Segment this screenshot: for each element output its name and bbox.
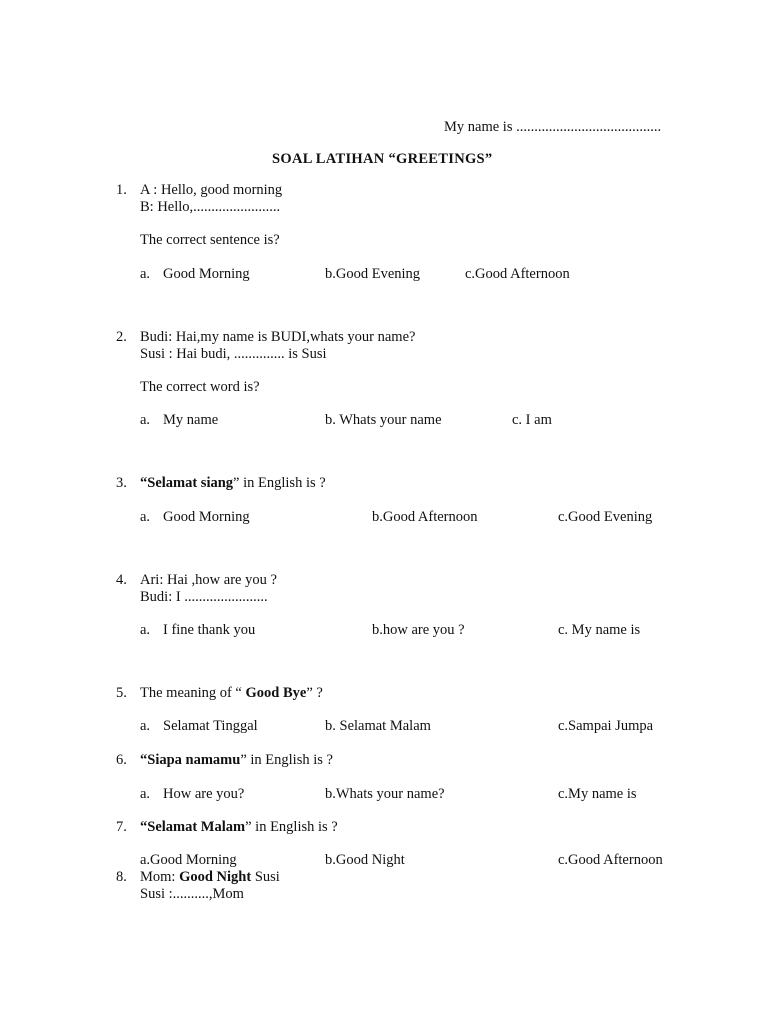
question-text xyxy=(140,685,323,702)
question-text xyxy=(140,752,333,769)
question-pre: The meaning of “ xyxy=(140,685,246,701)
option-a-letter: a. xyxy=(140,412,151,428)
option-a: Selamat Tinggal xyxy=(163,718,258,734)
option-c: c. My name is xyxy=(558,622,641,638)
question-text xyxy=(140,475,326,492)
question-bold-term: “Siapa namamu xyxy=(140,752,241,768)
question-text xyxy=(140,869,280,886)
option-a: a.Good Morning xyxy=(140,852,237,868)
question-number: 4. xyxy=(116,572,127,588)
option-b: b. Whats your name xyxy=(325,412,442,428)
option-c: c.Good Afternoon xyxy=(465,266,570,282)
option-b: b.Whats your name? xyxy=(325,786,445,802)
question-prompt: The correct sentence is? xyxy=(140,232,280,248)
option-c: c.Good Evening xyxy=(558,509,653,525)
dialogue-line: B: Hello,........................ xyxy=(140,199,281,215)
dialogue-line: A : Hello, good morning xyxy=(140,182,283,198)
option-c: c. I am xyxy=(512,412,552,428)
question-number: 8. xyxy=(116,869,127,885)
question-rest: Susi xyxy=(251,869,280,885)
option-b: b.Good Afternoon xyxy=(372,509,478,525)
dialogue-line: Susi : Hai budi, .............. is Susi xyxy=(140,346,327,362)
option-c: c.Sampai Jumpa xyxy=(558,718,654,734)
question-rest: ” in English is ? xyxy=(240,752,333,768)
option-a: My name xyxy=(163,412,219,428)
question-rest: ” in English is ? xyxy=(233,475,326,491)
name-line: My name is ........................................ xyxy=(444,119,662,135)
dialogue-line: Susi :..........,Mom xyxy=(140,886,244,902)
option-b: b.Good Night xyxy=(325,852,405,868)
option-a: Good Morning xyxy=(163,266,250,282)
option-b: b.how are you ? xyxy=(372,622,465,638)
question-number: 2. xyxy=(116,329,127,345)
question-number: 5. xyxy=(116,685,127,701)
question-number: 7. xyxy=(116,819,127,835)
option-a: Good Morning xyxy=(163,509,250,525)
question-bold-term: Good Bye xyxy=(245,685,307,701)
dialogue-line: Budi: Hai,my name is BUDI,whats your name? xyxy=(140,329,416,345)
question-number: 3. xyxy=(116,475,127,491)
option-a-letter: a. xyxy=(140,266,151,282)
option-a-letter: a. xyxy=(140,509,151,525)
question-rest: ” ? xyxy=(306,685,323,701)
option-b: b.Good Evening xyxy=(325,266,421,282)
dialogue-line: Budi: I ....................... xyxy=(140,589,268,605)
question-rest: ” in English is ? xyxy=(245,819,338,835)
option-a: I fine thank you xyxy=(163,622,256,638)
question-bold-term: Good Night xyxy=(179,869,252,885)
dialogue-line: Ari: Hai ,how are you ? xyxy=(140,572,277,588)
option-a-letter: a. xyxy=(140,622,151,638)
question-number: 6. xyxy=(116,752,127,768)
question-bold-term: “Selamat Malam xyxy=(140,819,246,835)
option-a-letter: a. xyxy=(140,718,151,734)
option-a-letter: a. xyxy=(140,786,151,802)
question-text xyxy=(140,819,338,836)
question-bold-term: “Selamat siang xyxy=(140,475,234,491)
option-a: How are you? xyxy=(163,786,245,802)
question-number: 1. xyxy=(116,182,127,198)
question-pre: Mom: xyxy=(140,869,180,885)
question-prompt: The correct word is? xyxy=(140,379,260,395)
option-c: c.Good Afternoon xyxy=(558,852,663,868)
option-b: b. Selamat Malam xyxy=(325,718,431,734)
page-title: SOAL LATIHAN “GREETINGS” xyxy=(272,151,493,167)
option-c: c.My name is xyxy=(558,786,637,802)
